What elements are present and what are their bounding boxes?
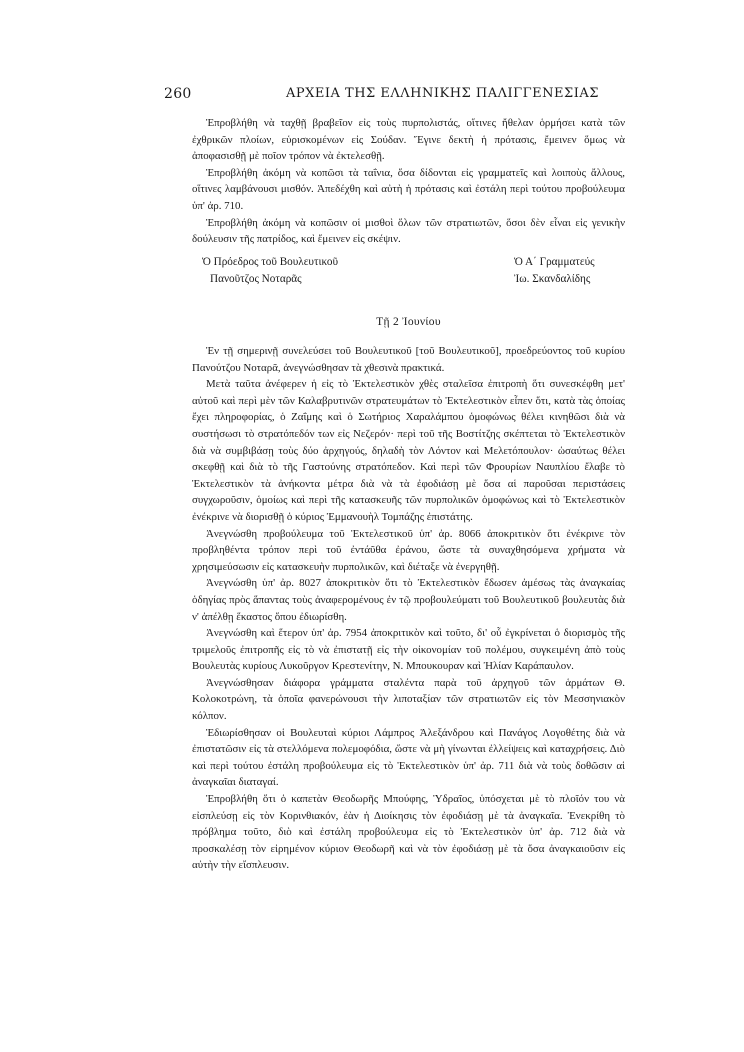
paragraph: Ἐδιωρίσθησαν οἱ Βουλευταὶ κύριοι Λάμπρος Ἀλεξάνδρου καὶ Πανάγος Λογοθέτης διὰ νὰ ἐπιστατῶσιν εἰς τὰ στελλόμενα πολεμοφόδια, ὥστε νὰ μὴ γίνωνται ἐλλείψεις καὶ καταχρήσεις. Διὸ καὶ περὶ τούτου ἐστάλη προβούλευμα εἰς τὸ Ἐκτελεστικὸν ὑπ' ἀρ. 711 διὰ νὰ τοὺς δοθῶσιν αἱ ἀναγκαῖαι διαταγαί. [192, 726, 625, 789]
paragraph: Ἀνεγνώσθη προβούλευμα τοῦ Ἐκτελεστικοῦ ὑπ' ἀρ. 8066 ἀποκριτικὸν ὅτι ἐνέκρινε τὸν προβληθέντα τρόπον περὶ τοῦ ἐντάῦθα ἐράνου, ὥστε τὰ συναχθησόμενα χρήματα νὰ χρησιμεύσωσιν εἰς κατασκευὴν πυρπολικῶν, καὶ διέταξε νὰ ἐνεργηθῇ. [192, 527, 625, 573]
running-title: ΑΡΧΕΙΑ ΤΗΣ ΕΛΛΗΝΙΚΗΣ ΠΑΛΙΓΓΕΝΕΣΙΑΣ [286, 86, 599, 101]
president-title: Ὁ Πρόεδρος τοῦ Βουλευτικοῦ [202, 256, 338, 268]
paragraph: Ἐν τῇ σημερινῇ συνελεύσει τοῦ Βουλευτικοῦ [τοῦ Βουλευτικοῦ], προεδρεύοντος τοῦ κυρίου Πανούτζου Νοταρᾶ, ἀνεγνώσθησαν τὰ χθεσινὰ πρακτικά. [192, 345, 625, 374]
signature-block [192, 254, 632, 294]
paragraph: Ἀνεγνώσθη ὑπ' ἀρ. 8027 ἀποκριτικὸν ὅτι τὸ Ἐκτελεστικὸν ἔδωσεν ἀμέσως τὰς ἀναγκαίας ὁδηγίας πρὸς ἅπαντας τοὺς ἀναφερομένους ἐν τῷ προβουλεύματι τοῦ Βουλευτικοῦ βουλευτὰς διὰ ν' ἀπέλθῃ ἕκαστος ὅπου ἐδιωρίσθη. [192, 577, 625, 623]
minutes-section-previous-day [192, 115, 625, 248]
paragraph: Ἀνεγνώσθη καὶ ἕτερον ὑπ' ἀρ. 7954 ἀποκριτικὸν καὶ τοῦτο, δι' οὗ ἐγκρίνεται ὁ διορισμὸς τῆς τριμελοῦς ἐπιτροπῆς εἰς τὸ νὰ ἐπιστατῇ εἰς τὴν οἰκονομίαν τοῦ πολέμου, συγκειμένη ἀπὸ τοὺς Βουλευτὰς κυρίους Λυκοῦργον Κρεστενίτην, Ν. Μπουκουραν καὶ Ἠλίαν Καράπαυλον. [192, 627, 625, 673]
page-header [164, 86, 634, 108]
minutes-section-june-2 [192, 343, 625, 874]
paragraph: Ἐπροβλήθη ἀκόμη νὰ κοπῶσιν οἱ μισθοὶ ὅλων τῶν στρατιωτῶν, ὅσοι δὲν εἶναι εἰς γενικὴν δούλευσιν τῆς πατρίδος, καὶ ἔμεινεν εἰς σκέψιν. [192, 216, 625, 246]
president-signature [202, 254, 338, 288]
date-heading: Τῇ 2 Ἰουνίου [376, 316, 441, 328]
paragraph: Μετὰ ταῦτα ἀνέφερεν ἡ εἰς τὸ Ἐκτελεστικὸν χθὲς σταλεῖσα ἐπιτροπὴ ὅτι συνεσκέφθη μετ' αὐτοῦ καὶ περὶ μὲν τῶν Καλαβρυτινῶν στρατευμάτων τὸ Ἐκτελεστικὸν εἶπεν ὅτι, κατὰ τὰς ὁποίας ἔχει πληροφορίας, ὁ Ζαΐμης καὶ ὁ Σωτήριος Χαραλάμπου ὁμοφώνως θέλει κινηθῶσι διὰ νὰ συστήσωσι τὸ στρατόπεδόν των εἰς Νεζερόν· περὶ τοῦ τῆς Βοστίτζης σκέπτεται τὸ Ἐκτελεστικὸν διὰ νὰ συμβιβάσῃ τοὺς δύο ἀρχηγούς, δηλαδὴ τὸν Λόντον καὶ Μελετόπουλον· ὡσαύτως θέλει σκεφθῇ καὶ διὰ τὸ τῆς Γαστούνης στρατόπεδον. Καὶ περὶ τῶν Φρουρίων Ναυπλίου ἔλαβε τὸ Ἐκτελεστικὸν τὰ ἀνήκοντα μέτρα διὰ νὰ τὰ ἐφοδιάσῃ μὲ ὅσα αἱ παροῦσαι περιστάσεις συγχωροῦσιν, ὁμοίως καὶ περὶ τῆς κατασκευῆς τῶν πυρπολικῶν ὁμοφώνως καὶ τὸ Ἐκτελεστικὸν ἐνέκρινε νὰ διορισθῇ ὁ κύριος Ἐμμανουὴλ Τομπάζης ἐπιστάτης. [192, 378, 625, 523]
secretary-title: Ὁ Α΄ Γραμματεύς [514, 256, 595, 268]
paragraph: Ἀνεγνώσθησαν διάφορα γράμματα σταλέντα παρὰ τοῦ ἀρχηγοῦ τῶν ἁρμάτων Θ. Κολοκοτρώνη, τὰ ὁποῖα φανερώνουσι τὴν λιποταξίαν τῶν στρατιωτῶν εἰς τὸν Μεσσηνιακὸν κόλπον. [192, 676, 625, 723]
paragraph: Ἐπροβλήθη ἀκόμη νὰ κοπῶσι τὰ ταΐνια, ὅσα δίδονται εἰς γραμματεῖς καὶ λοιποὺς ἄλλους, οἵτινες λαμβάνουσι μισθόν. Ἀπεδέχθη καὶ αὐτὴ ἡ πρότασις καὶ ἐστάλη περὶ τούτου προβούλευμα ὑπ' ἀρ. 710. [192, 166, 625, 212]
paragraph: Ἐπροβλήθη ὅτι ὁ καπετὰν Θεοδωρῆς Μπούφης, Ὑδραῖος, ὑπόσχεται μὲ τὸ πλοῖόν του νὰ εἰσπλεύσῃ εἰς τὸν Κορινθιακόν, ἐὰν ἡ Διοίκησις τὸν ἐφοδιάσῃ μὲ τὰ ἀναγκαῖα. Ἐνεκρίθη τὸ πρόβλημα τοῦτο, διὸ καὶ ἐστάλη προβούλευμα εἰς τὸ Ἐκτελεστικὸν ὑπ' ἀρ. 712 διὰ νὰ προσκαλέσῃ τὸν εἰρημένον κύριον Θεοδωρῆ καὶ νὰ τὸν ἐφοδιάσῃ μὲ τὰ ὅσα ἀναγκαιοῦσιν εἰς αὐτὴν τὴν εἴσπλευσιν. [192, 793, 625, 872]
page-number: 260 [164, 86, 192, 102]
secretary-name: Ἰω. Σκανδαλίδης [514, 273, 591, 285]
paragraph: Ἐπροβλήθη νὰ ταχθῇ βραβεῖον εἰς τοὺς πυρπολιστάς, οἵτινες ἤθελαν ὁρμήσει κατὰ τῶν ἐχθρικῶν πλοίων, εὑρισκομένων εἰς Σούδαν. Ἔγινε δεκτὴ ἡ πρότασις, ἔμεινεν ὅμως νὰ ἀποφασισθῇ μὲ ποῖον τρόπον νὰ ἐκτελεσθῇ. [192, 117, 625, 163]
president-name: Πανοῦτζος Νοταρᾶς [210, 273, 302, 285]
secretary-signature [514, 254, 595, 288]
